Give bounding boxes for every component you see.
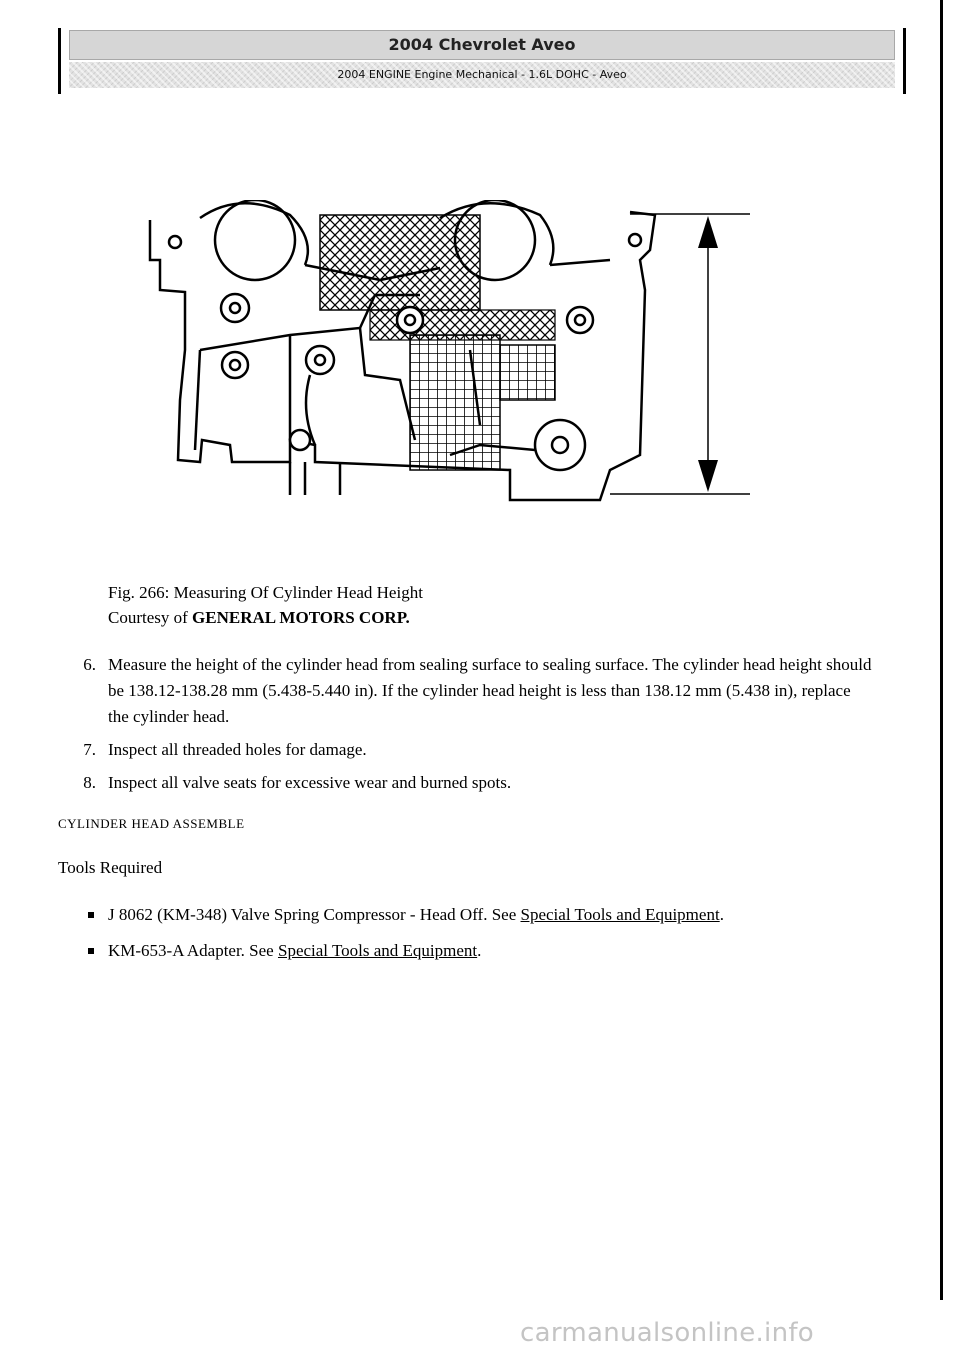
header-subtitle: 2004 ENGINE Engine Mechanical - 1.6L DOHC - Aveo (69, 62, 895, 88)
grid-region (410, 335, 500, 470)
figure-caption (108, 580, 423, 630)
step-text: Inspect all valve seats for excessive wear and burned spots. (108, 773, 512, 792)
figure-caption-courtesy (108, 605, 423, 630)
dimension-arrow-down (698, 460, 718, 492)
bullet-icon (88, 912, 94, 918)
cylinder-head-figure (140, 200, 760, 505)
section-heading: CYLINDER HEAD ASSEMBLE (58, 816, 245, 831)
height-dimension (610, 214, 750, 494)
step-item (72, 770, 872, 796)
header-title: 2004 Chevrolet Aveo (69, 30, 895, 60)
footer-watermark: carmanualsonline.info (520, 1318, 815, 1348)
step-text: Measure the height of the cylinder head from sealing surface to sealing surface. The cylinder head height should be 138.12-138.28 mm (5.438-5.440 in). If the cylinder head height is less than 138.12 mm (5.438 in), replace the cylinder head. (108, 655, 872, 726)
tools-required-heading: Tools Required (58, 858, 163, 877)
courtesy-prefix: Courtesy of (108, 608, 188, 627)
page-right-border (940, 0, 943, 1300)
dimension-arrow-up (698, 216, 718, 248)
cylinder-head-diagram (140, 200, 760, 505)
tool-suffix: . (477, 941, 482, 960)
tools-list (86, 902, 866, 974)
step-number: 7. (83, 740, 96, 759)
tool-text: J 8062 (KM-348) Valve Spring Compressor - Head Off. See (108, 905, 521, 924)
step-text: Inspect all threaded holes for damage. (108, 740, 367, 759)
tool-text: KM-653-A Adapter. See (108, 941, 278, 960)
step-item (72, 652, 872, 730)
procedure-steps (72, 652, 872, 803)
courtesy-organization: GENERAL MOTORS CORP. (192, 608, 410, 627)
tool-item (86, 902, 866, 928)
step-item (72, 737, 872, 763)
special-tools-link[interactable]: Special Tools and Equipment (520, 905, 720, 924)
step-number: 8. (83, 773, 96, 792)
tool-suffix: . (719, 905, 724, 924)
page-header (58, 28, 906, 94)
tool-item (86, 938, 866, 964)
step-number: 6. (83, 655, 96, 674)
figure-caption-title: Fig. 266: Measuring Of Cylinder Head Height (108, 583, 423, 602)
bullet-icon (88, 948, 94, 954)
special-tools-link[interactable]: Special Tools and Equipment (277, 941, 478, 960)
